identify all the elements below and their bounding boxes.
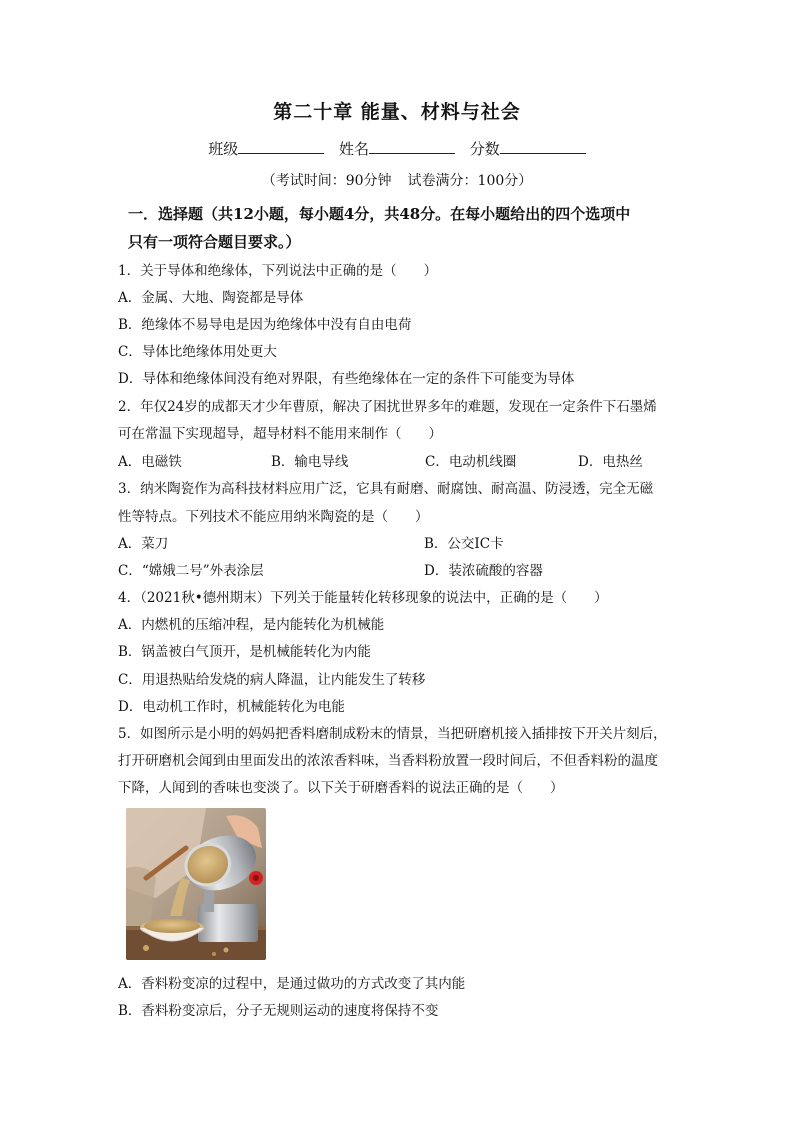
q1-option-d[interactable]: D．导体和绝缘体间没有绝对界限，有些绝缘体在一定的条件下可能变为导体 [118, 371, 575, 387]
q3-stem-line2: 性等特点。下列技术不能应用纳米陶瓷的是（ ） [118, 509, 429, 525]
q5-stem-line1: 5．如图所示是小明的妈妈把香料磨制成粉末的情景，当把研磨机接入插排按下开关片刻后， [118, 726, 667, 742]
exam-info [0, 170, 794, 190]
q3-option-d[interactable]: D．装浓硫酸的容器 [424, 563, 543, 579]
q2-option-b[interactable]: B．输电导线 [271, 454, 349, 470]
section-heading-line2: 只有一项符合题目要求。） [128, 233, 301, 251]
q5-stem-line2: 打开研磨机会闻到由里面发出的浓浓香料味，当香料粉放置一段时间后，不但香料粉的温度 [118, 753, 658, 769]
q5-stem-line3: 下降，人闻到的香味也变淡了。以下关于研磨香料的说法正确的是（ ） [118, 780, 564, 796]
q3-option-c[interactable]: C．“嫦娥二号”外表涂层 [118, 563, 264, 579]
class-field[interactable] [208, 138, 324, 159]
q4-stem: 4．（2021秋•德州期末）下列关于能量转化转移现象的说法中，正确的是（ ） [118, 590, 608, 606]
q4-option-c[interactable]: C．用退热贴给发烧的病人降温，让内能发生了转移 [118, 672, 426, 688]
q5-option-b[interactable]: B．香料粉变凉后，分子无规则运动的速度将保持不变 [118, 1003, 439, 1019]
q1-stem: 1．关于导体和绝缘体，下列说法中正确的是（ ） [118, 263, 438, 279]
q2-option-a[interactable]: A．电磁铁 [118, 454, 182, 470]
q3-option-b[interactable]: B．公交IC卡 [424, 536, 504, 552]
q1-option-b[interactable]: B．绝缘体不易导电是因为绝缘体中没有自由电荷 [118, 317, 412, 333]
score-label: 分数 [469, 140, 500, 158]
q4-option-d[interactable]: D．电动机工作时，机械能转化为电能 [118, 699, 345, 715]
section-heading [128, 200, 688, 256]
q1-option-c[interactable]: C．导体比绝缘体用处更大 [118, 344, 277, 360]
q3-option-a[interactable]: A．菜刀 [118, 536, 169, 552]
name-label: 姓名 [338, 140, 369, 158]
spice-grinder-photo [126, 808, 266, 960]
q4-option-a[interactable]: A．内燃机的压缩冲程，是内能转化为机械能 [118, 617, 385, 633]
q2-option-c[interactable]: C．电动机线圈 [425, 454, 517, 470]
q3-stem-line1: 3．纳米陶瓷作为高科技材料应用广泛，它具有耐磨、耐腐蚀、耐高温、防浸透，完全无磁 [118, 481, 654, 497]
exam-full-score: 试卷满分：100分） [407, 173, 533, 189]
score-blank[interactable] [500, 139, 586, 154]
class-blank[interactable] [238, 139, 324, 154]
score-field[interactable] [470, 138, 586, 159]
name-blank[interactable] [369, 139, 455, 154]
q4-option-b[interactable]: B．锅盖被白气顶开，是机械能转化为内能 [118, 644, 371, 660]
q5-option-a[interactable]: A．香料粉变凉的过程中，是通过做功的方式改变了其内能 [118, 976, 466, 992]
q2-stem-line1: 2．年仅24岁的成都天才少年曹原，解决了困扰世界多年的难题，发现在一定条件下石墨烯 [118, 399, 657, 415]
spice-grinder-illustration [126, 808, 266, 960]
exam-time: （考试时间：90分钟 [261, 173, 392, 189]
q2-stem-line2: 可在常温下实现超导，超导材料不能用来制作（ ） [118, 426, 442, 442]
student-info-row [0, 138, 794, 159]
name-field[interactable] [339, 138, 455, 159]
section-heading-line1: 一．选择题（共12小题，每小题4分，共48分。在每小题给出的四个选项中 [128, 205, 631, 223]
q2-option-d[interactable]: D．电热丝 [578, 454, 643, 470]
page-title: 第二十章 能量、材料与社会 [273, 101, 521, 123]
class-label: 班级 [208, 140, 239, 158]
q1-option-a[interactable]: A．金属、大地、陶瓷都是导体 [118, 290, 304, 306]
